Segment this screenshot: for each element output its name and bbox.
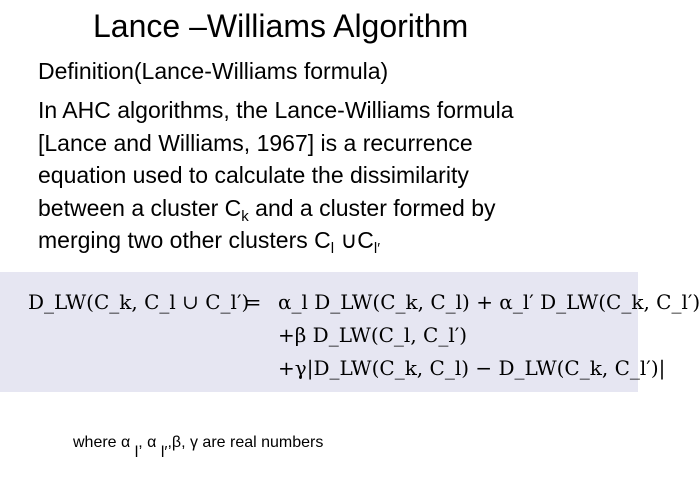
line4-text-a: between a cluster C [38, 194, 242, 221]
coefficients-note [73, 432, 324, 461]
formula-rhs-term-1: α_l D_LW(C_k, C_l) + α_l′ D_LW(C_k, C_l′) [278, 290, 700, 314]
line5-text-a: merging two other clusters C [38, 227, 331, 253]
paragraph-line-1: In AHC algorithms, the Lance-Williams formula [38, 97, 514, 123]
paragraph-line-2: [Lance and Williams, 1967] is a recurrence [38, 129, 473, 156]
line5-text-mid: ∪C [334, 227, 374, 253]
note-text-c: ,β, γ are real numbers [167, 434, 324, 451]
line5-subscript-2: l′ [373, 240, 381, 257]
definition-paragraph [38, 94, 628, 257]
formula-equals: = [244, 290, 262, 314]
formula-rhs-term-2: +β D_LW(C_l, C_l′) [278, 323, 468, 347]
note-subscript-b: l′ [160, 444, 168, 461]
note-text-a: where α [73, 434, 135, 451]
formula-box [0, 272, 700, 392]
line5-subscript-1: l [330, 240, 335, 257]
paragraph-line-3: equation used to calculate the dissimilarity [38, 162, 469, 188]
definition-heading: Definition(Lance-Williams formula) [38, 58, 389, 84]
formula-lhs: D_LW(C_k, C_l ∪ C_l′) [28, 290, 250, 314]
formula-row-3 [28, 352, 700, 385]
lance-williams-formula [28, 286, 700, 385]
formula-row-1 [28, 286, 700, 319]
note-subscript-a: l [134, 444, 139, 461]
formula-rhs-term-3: +γ|D_LW(C_k, C_l) − D_LW(C_k, C_l′)| [278, 356, 666, 380]
paragraph-line-5 [38, 224, 628, 257]
formula-row-2 [28, 319, 700, 352]
slide-title: Lance –Williams Algorithm [93, 8, 469, 44]
line4-subscript: k [241, 207, 249, 225]
line4-text-b: and a cluster formed by [248, 194, 496, 221]
paragraph-line-4 [38, 192, 628, 225]
note-text-b: , α [138, 434, 161, 451]
